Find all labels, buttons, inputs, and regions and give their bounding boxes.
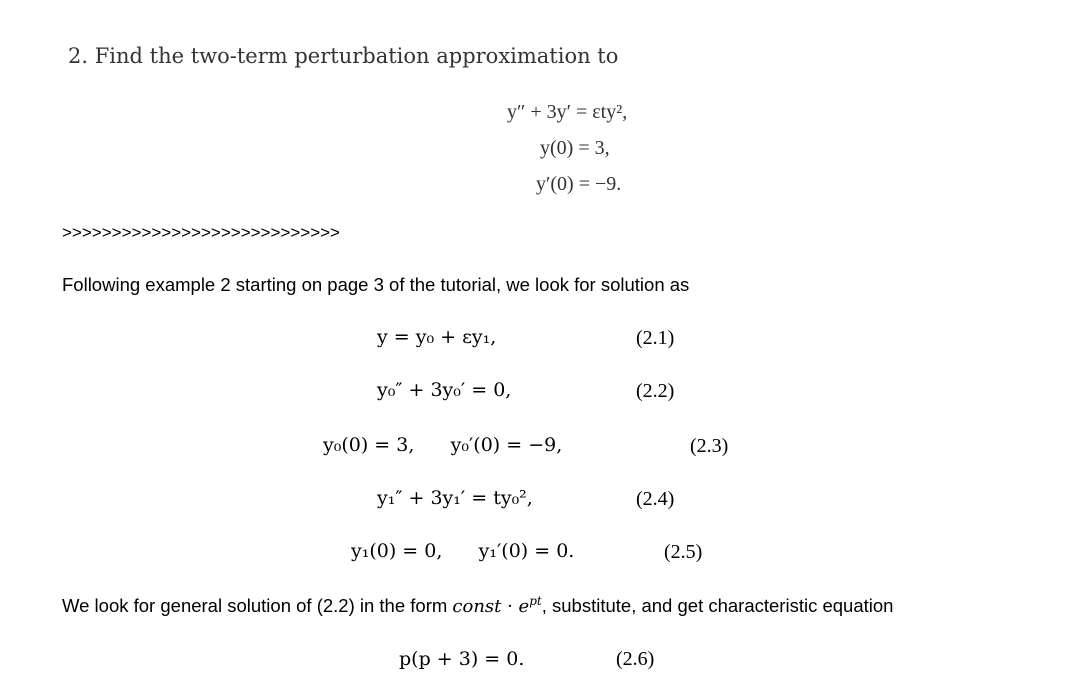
equation-2-3: y₀(0) = 3, y₀′(0) = −9, <box>323 434 563 456</box>
equation-tag-2-4: (2.4) <box>636 488 675 510</box>
problem-equation-ode: y″ + 3y′ = εty², <box>507 101 628 123</box>
separator-line: >>>>>>>>>>>>>>>>>>>>>>>>>>>> <box>62 223 340 242</box>
characteristic-equation: p(p + 3) = 0. <box>399 648 525 670</box>
equation-tag-2-5: (2.5) <box>664 541 703 563</box>
equation-tag-2-6: (2.6) <box>616 648 655 670</box>
solution-intro-text: Following example 2 starting on page 3 of the tutorial, we look for solution as <box>62 274 690 295</box>
equation-tag-2-3: (2.3) <box>690 435 729 457</box>
general-solution-suffix: , substitute, and get characteristic equation <box>541 595 894 617</box>
equation-2-5: y₁(0) = 0, y₁′(0) = 0. <box>351 540 575 562</box>
general-solution-math: const · e <box>452 596 530 618</box>
equation-tag-2-2: (2.2) <box>636 380 675 402</box>
general-solution-text <box>62 594 893 617</box>
problem-equation-initial-slope: y′(0) = −9. <box>536 173 622 195</box>
general-solution-prefix: We look for general solution of (2.2) in the form <box>62 595 453 617</box>
equation-2-4: y₁″ + 3y₁′ = ty₀², <box>377 487 533 509</box>
equation-2-1: y = y₀ + εy₁, <box>377 326 497 348</box>
problem-statement: 2. Find the two-term perturbation approximation to <box>68 44 619 68</box>
equation-tag-2-1: (2.1) <box>636 327 675 349</box>
problem-equation-initial-value: y(0) = 3, <box>540 137 610 159</box>
general-solution-exponent: pt <box>529 594 542 608</box>
equation-2-2: y₀″ + 3y₀′ = 0, <box>377 379 512 401</box>
